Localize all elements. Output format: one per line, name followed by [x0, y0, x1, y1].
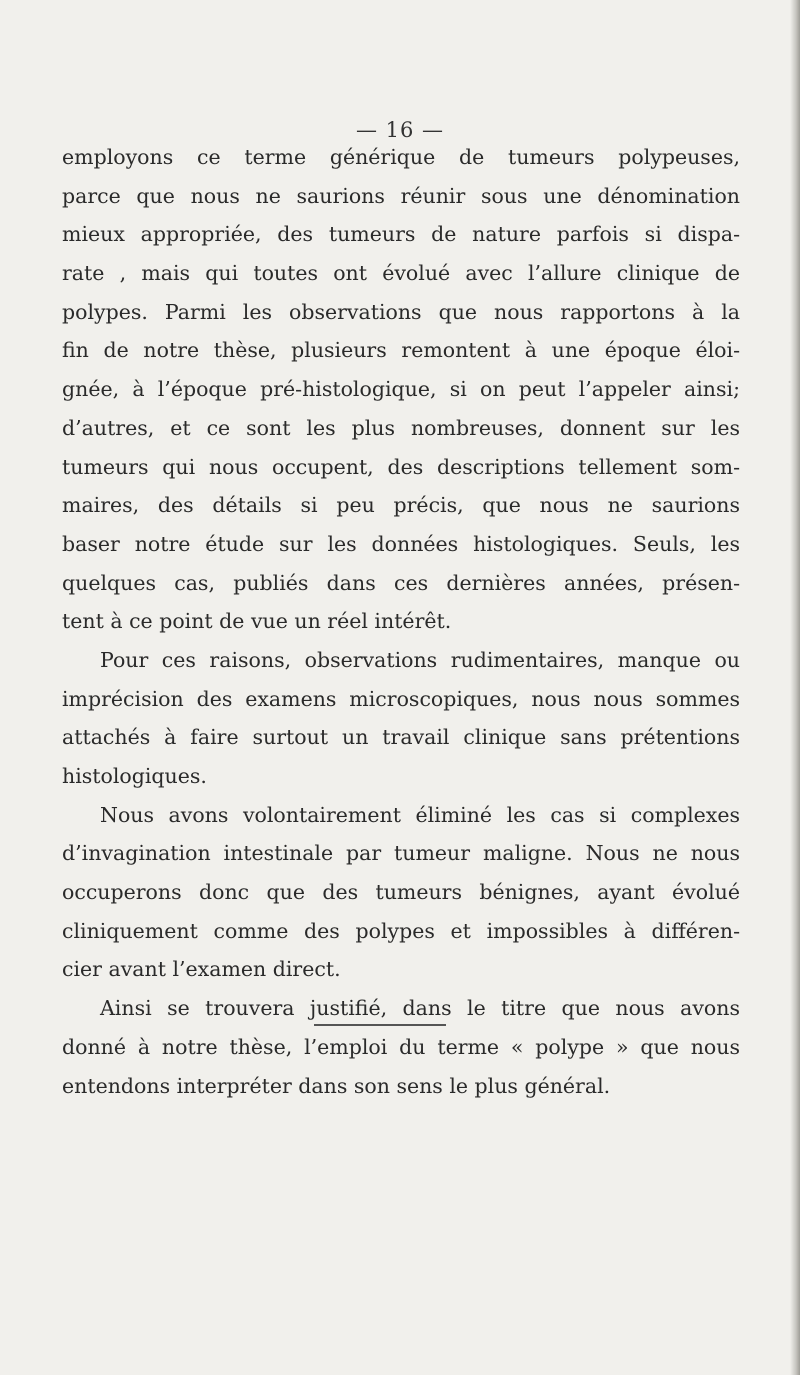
text-line: entendons interpréter dans son sens le plus général.	[62, 1073, 611, 1098]
text-line: employons ce terme générique de tumeurs polypeuses,	[62, 145, 740, 169]
page-edge-shadow	[790, 0, 800, 1375]
text-line: cliniquement comme des polypes et impossibles à différen-	[62, 918, 740, 943]
text-line: cier avant l’examen direct.	[62, 957, 341, 982]
text-line: Ainsi se trouvera justifié, dans le titre que nous avons	[100, 996, 740, 1021]
text-line: parce que nous ne saurions réunir sous une dénomination	[62, 183, 740, 208]
text-line: fin de notre thèse, plusieurs remontent à une époque éloi-	[62, 338, 740, 363]
text-line: d’autres, et ce sont les plus nombreuses, donnent sur les	[62, 415, 740, 440]
text-line: gnée, à l’époque pré-histologique, si on peut l’appeler ainsi;	[62, 377, 740, 402]
text-line: occuperons donc que des tumeurs bénignes, ayant évolué	[62, 880, 740, 905]
text-line: tumeurs qui nous occupent, des descriptions tellement som-	[62, 454, 740, 479]
text-line: Nous avons volontairement éliminé les cas si complexes	[100, 802, 740, 827]
text-line: polypes. Parmi les observations que nous rapportons à la	[62, 299, 740, 324]
text-line: mieux appropriée, des tumeurs de nature parfois si dispa-	[62, 222, 740, 247]
text-line: baser notre étude sur les données histologiques. Seuls, les	[62, 531, 740, 556]
text-line: donné à notre thèse, l’emploi du terme « polype » que nous	[62, 1034, 740, 1059]
text-line: quelques cas, publiés dans ces dernières années, présen-	[62, 570, 740, 595]
text-line: rate , mais qui toutes ont évolué avec l’allure clinique de	[62, 261, 740, 286]
text-line: d’invagination intestinale par tumeur maligne. Nous ne nous	[62, 841, 740, 866]
page-number: — 16 —	[355, 118, 445, 142]
text-line: Pour ces raisons, observations rudimentaires, manque ou	[100, 647, 740, 672]
text-line: imprécision des examens microscopiques, nous nous sommes	[62, 686, 740, 711]
text-line: tent à ce point de vue un réel intérêt.	[62, 609, 452, 634]
text-line: maires, des détails si peu précis, que nous ne saurions	[62, 493, 740, 518]
text-line: attachés à faire surtout un travail clinique sans prétentions	[62, 725, 740, 750]
section-divider	[314, 1024, 446, 1026]
text-line: histologiques.	[62, 764, 207, 788]
body-text	[62, 138, 740, 1105]
